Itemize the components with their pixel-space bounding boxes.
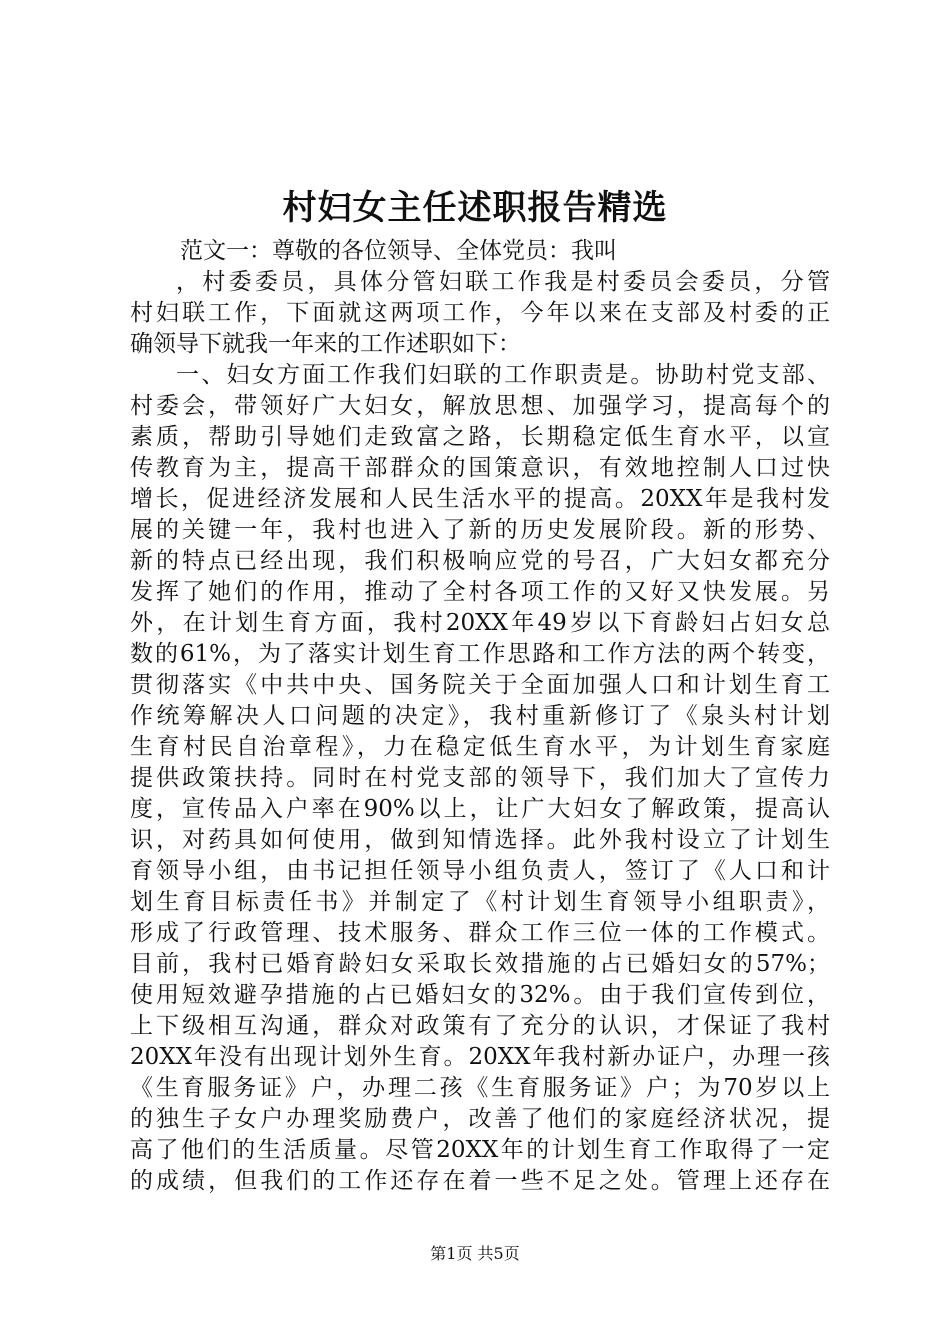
body-line: 外，在计划生育方面，我村20XX年49岁以下育龄妇占妇女总 <box>130 610 830 636</box>
body-line: 《生育服务证》户，办理二孩《生育服务证》户；为70岁以上 <box>130 1075 830 1101</box>
body-line: 形成了行政管理、技术服务、群众工作三位一体的工作模式。 <box>130 920 830 946</box>
body-line: 增长，促进经济发展和人民生活水平的提高。20XX年是我村发 <box>130 486 830 512</box>
body-line: 生育村民自治章程》，力在稳定低生育水平，为计划生育家庭 <box>130 734 830 760</box>
document-body <box>130 236 830 1197</box>
body-line: 识，对药具如何使用，做到知情选择。此外我村设立了计划生 <box>130 827 830 853</box>
body-line: 展的关键一年，我村也进入了新的历史发展阶段。新的形势、 <box>130 517 830 543</box>
body-line: 的独生子女户办理奖励费户，改善了他们的家庭经济状况，提 <box>130 1106 830 1132</box>
body-line: 素质，帮助引导她们走致富之路，长期稳定低生育水平，以宣 <box>130 424 830 450</box>
body-line: 确领导下就我一年来的工作述职如下： <box>130 331 521 357</box>
body-line: 提供政策扶持。同时在村党支部的领导下，我们加大了宣传力 <box>130 765 830 791</box>
body-line: 传教育为主，提高干部群众的国策意识，有效地控制人口过快 <box>130 455 830 481</box>
body-line: 新的特点已经出现，我们积极响应党的号召，广大妇女都充分 <box>130 548 830 574</box>
body-line: ，村委委员，具体分管妇联工作我是村委员会委员，分管 <box>176 269 830 295</box>
body-line: 使用短效避孕措施的占已婚妇女的32%。由于我们宣传到位， <box>130 982 830 1008</box>
body-line: 划生育目标责任书》并制定了《村计划生育领导小组职责》， <box>130 889 830 915</box>
body-line: 村委会，带领好广大妇女，解放思想、加强学习，提高每个的 <box>130 393 830 419</box>
body-line: 数的61%，为了落实计划生育工作思路和工作方法的两个转变， <box>130 641 830 667</box>
document-title: 村妇女主任述职报告精选 <box>282 188 668 228</box>
body-line: 作统筹解决人口问题的决定》，我村重新修订了《泉头村计划 <box>130 703 830 729</box>
body-line: 贯彻落实《中共中央、国务院关于全面加强人口和计划生育工 <box>130 672 830 698</box>
body-line: 高了他们的生活质量。尽管20XX年的计划生育工作取得了一定 <box>130 1137 830 1163</box>
body-line: 20XX年没有出现计划外生育。20XX年我村新办证户，办理一孩 <box>130 1044 830 1070</box>
body-line: 度，宣传品入户率在90%以上，让广大妇女了解政策，提高认 <box>130 796 830 822</box>
body-line: 目前，我村已婚育龄妇女采取长效措施的占已婚妇女的57%； <box>130 951 830 977</box>
body-line: 一、妇女方面工作我们妇联的工作职责是。协助村党支部、 <box>176 362 830 388</box>
page-footer: 第1页 共5页 <box>430 1244 520 1263</box>
body-line: 的成绩，但我们的工作还存在着一些不足之处。管理上还存在 <box>130 1168 830 1194</box>
body-line: 上下级相互沟通，群众对政策有了充分的认识，才保证了我村 <box>130 1013 830 1039</box>
body-line: 村妇联工作，下面就这两项工作，今年以来在支部及村委的正 <box>130 300 830 326</box>
body-line: 发挥了她们的作用，推动了全村各项工作的又好又快发展。另 <box>130 579 830 605</box>
body-line: 范文一：尊敬的各位领导、全体党员：我叫 <box>180 238 617 264</box>
body-line: 育领导小组，由书记担任领导小组负责人，签订了《人口和计 <box>130 858 830 884</box>
